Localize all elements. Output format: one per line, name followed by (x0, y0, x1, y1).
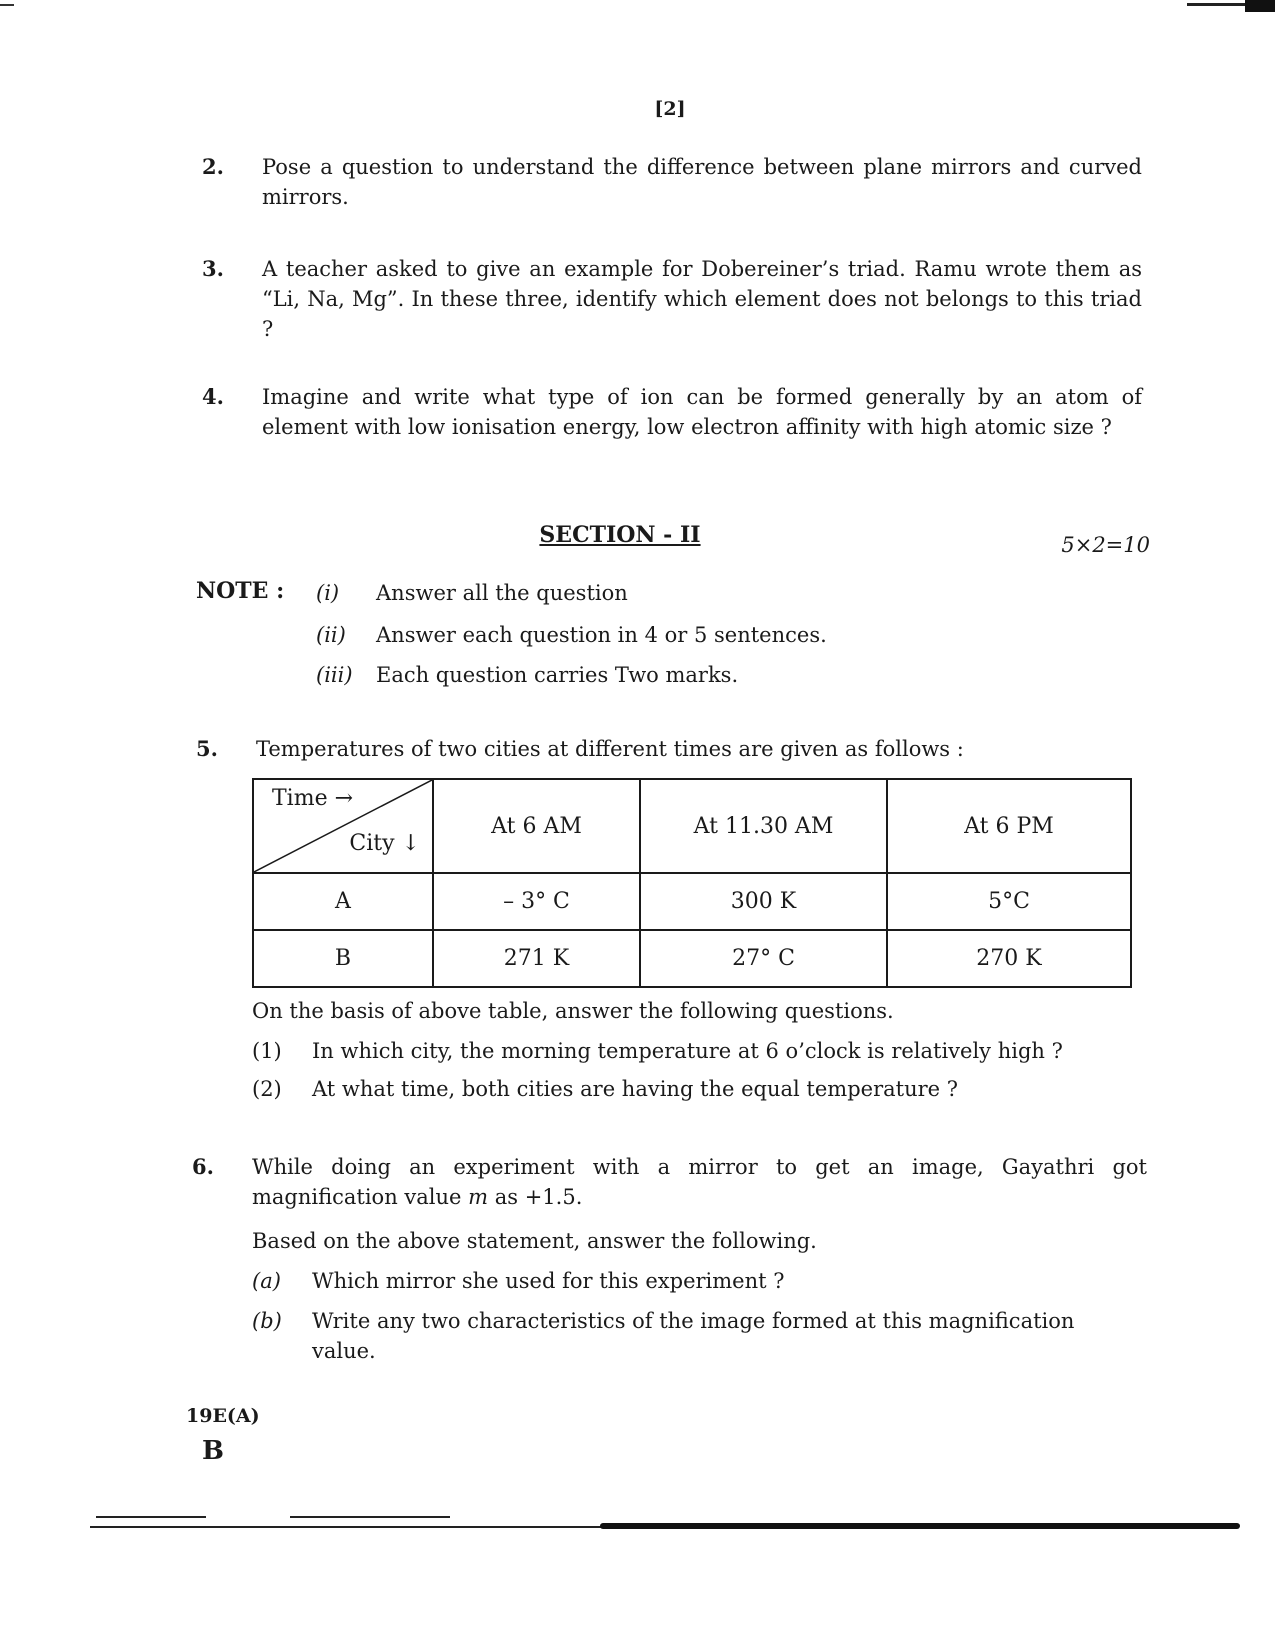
sub-question-text: At what time, both cities are having the equal temperature ? (312, 1077, 959, 1101)
question-number: 5. (196, 736, 218, 761)
table-cell: 27° C (640, 930, 887, 987)
sub-question-text: In which city, the morning temperature at 6 o’clock is relatively high ? (312, 1039, 1063, 1063)
sub-question-label: (a) (252, 1269, 281, 1293)
table-cell: 271 K (433, 930, 640, 987)
table-cell: 270 K (887, 930, 1131, 987)
corner-city-label: City ↓ (349, 831, 420, 856)
table-header-cell: At 6 PM (887, 779, 1131, 873)
question-number: 2. (202, 154, 224, 179)
question-text: Temperatures of two cities at different times are given as follows : (256, 737, 964, 761)
corner-time-label: Time → (272, 786, 354, 811)
table-city-cell: B (253, 930, 433, 987)
question-text-part: as +1.5. (488, 1185, 583, 1209)
magnification-symbol: m (468, 1185, 489, 1209)
page-number: [2] (654, 98, 686, 120)
table-city-cell: A (253, 873, 433, 930)
scan-mark (1245, 0, 1275, 12)
table-row (253, 930, 1131, 987)
question-number: 6. (192, 1154, 214, 1179)
sub-question-label: (2) (252, 1077, 282, 1101)
question-text: Pose a question to understand the difference between plane mirrors and curved mirrors. (262, 155, 1142, 209)
paper-code: 19E(A) (186, 1405, 260, 1427)
section-title: SECTION - II (539, 522, 701, 548)
note-roman: (ii) (316, 623, 346, 647)
paper-set: B (202, 1436, 224, 1466)
table-cell: 300 K (640, 873, 887, 930)
table-cell: – 3° C (433, 873, 640, 930)
footer-rule (600, 1523, 1240, 1529)
note-text: Answer all the question (376, 581, 628, 605)
note-text: Answer each question in 4 or 5 sentences. (376, 623, 827, 647)
footer-rule (290, 1516, 450, 1518)
table-header-cell: At 6 AM (433, 779, 640, 873)
table-row (253, 873, 1131, 930)
note-roman: (i) (316, 581, 340, 605)
section-marks: 5×2=10 (1061, 533, 1150, 557)
question-text-part: While doing an experiment with a mirror to get an image, Gayathri got magnification value (252, 1155, 1147, 1209)
question-number: 3. (202, 256, 224, 281)
sub-question-label: (b) (252, 1309, 282, 1333)
question-text: Imagine and write what type of ion can be formed generally by an atom of element with low ionisation energy, low electron affinity with high atomic size ? (262, 385, 1142, 439)
note-roman: (iii) (316, 663, 353, 687)
question-number: 4. (202, 384, 224, 409)
table-corner-cell (253, 779, 433, 873)
sub-question (252, 1306, 1132, 1368)
question-text (252, 1152, 1147, 1212)
sub-question-label: (1) (252, 1039, 282, 1063)
scan-mark (1187, 3, 1247, 6)
table-header-row (253, 779, 1131, 873)
sub-question-text: Write any two characteristics of the image formed at this magnification value. (312, 1309, 1075, 1363)
question-6-instruction: Based on the above statement, answer the following. (252, 1229, 817, 1253)
question-text: A teacher asked to give an example for Dobereiner’s triad. Ramu wrote them as “Li, Na, Mg”. In these three, identify which element does not belongs to this triad ? (262, 257, 1142, 341)
scan-mark (0, 4, 14, 6)
note-label: NOTE : (196, 578, 285, 604)
table-header-cell: At 11.30 AM (640, 779, 887, 873)
table-cell: 5°C (887, 873, 1131, 930)
note-text: Each question carries Two marks. (376, 663, 739, 687)
temperature-table (252, 778, 1132, 988)
footer-rule (96, 1516, 206, 1518)
sub-question-text: Which mirror she used for this experiment ? (312, 1269, 785, 1293)
question-5-instruction: On the basis of above table, answer the following questions. (252, 999, 894, 1023)
